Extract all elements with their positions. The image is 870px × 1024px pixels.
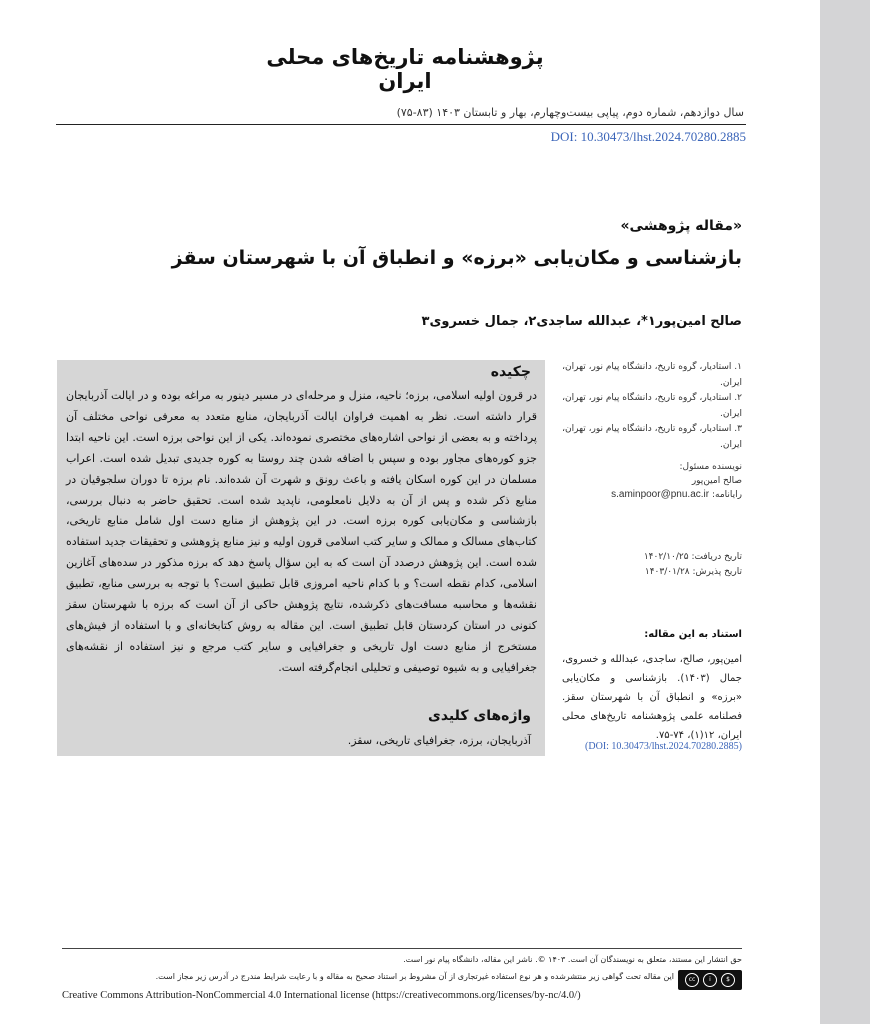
- abstract-heading: چکیده: [490, 364, 531, 380]
- corresponding-label: نویسنده مسئول:: [679, 462, 742, 472]
- footer-rule: [62, 948, 742, 949]
- affiliation-2: ۲. استادیار، گروه تاریخ، دانشگاه پیام نور، تهران، ایران.: [562, 393, 742, 419]
- license-notice-en[interactable]: Creative Commons Attribution-NonCommercial 4.0 International license (https://creativecommons.org/licenses/by-nc/4.0/): [62, 990, 581, 1001]
- copyright-notice: حق انتشار این مستند، متعلق به نویسندگان آن است. ۱۴۰۳ ©. ناشر این مقاله، دانشگاه پیام نور است.: [403, 955, 742, 964]
- email-row: [562, 488, 742, 502]
- citation-heading: استناد به این مقاله:: [644, 629, 742, 640]
- keywords-heading: واژه‌های کلیدی: [428, 708, 531, 724]
- affiliation-3: ۳. استادیار، گروه تاریخ، دانشگاه پیام نور، تهران، ایران.: [562, 424, 742, 450]
- article-title: بازشناسی و مکان‌یابی «برزه» و انطباق آن با شهرستان سقز: [171, 247, 742, 269]
- license-notice-fa: این مقاله تحت گواهی زیر منتشرشده و هر نوع استفاده غیرتجاری از آن مشروط بر استناد صحیح به مقاله و با رعایت شرایط مندرج در آدرس زیر مجاز است.: [155, 972, 674, 981]
- dates: [562, 550, 742, 580]
- abstract-text: در قرون اولیه اسلامی، برزه؛ ناحیه، منزل و مرحله‌ای در مسیر دینور به مراغه بوده و در ایالت آذربایجان قرار داشته است. نظر به اهمیت فراوان ایالت آذربایجان، منابع متعدد به معرفی نواحی مختلف آن پرداخته و به بعضی از نواحی اشاره‌های مختصری نموده‌اند. یکی از این نواحی برزه است. این ناحیه ابتدا جزو کوره‌های مجاور بوده و سپس با اضافه شدن چند روستا به کوره جدیدی تبدیل شده است. اعراب مسلمان در این کوره اسکان یافته و باعث رونق و شهرت آن شده‌اند. نام برزه تا دوران سلجوقیان در منابع ذکر شده و پس از آن به دلایل نامعلومی، ناپدید شده است. تحقیق حاضر به دنبال بررسی، بازشناسی و مکان‌یابی کوره برزه است. در این پژوهش از منابع دست اول شامل منابع تاریخی، کتاب‌های مسالک و ممالک و سایر کتب اسلامی قرون اولیه و نیز منابع پژوهشی و تحقیقات جدید استفاده شده است. این پژوهش درصدد آن است که به این سؤال پاسخ دهد که برزه مذکور در سده‌های آغازین اسلامی، کدام نقطه است؟ و با کدام ناحیه امروزی قابل تطبیق است؟ با توجه به بررسی منابع، تطبیق نقشه‌ها و محاسبه مسافت‌های ذکرشده، نتایج پژوهش حاکی از آن است که برزه با شهرستان سقز کنونی در استان کردستان قابل تطبیق است. این مقاله به روش کتابخانه‌ای و با استفاده از فیش‌های مستخرج از منابع دست اول تاریخی و جغرافیایی و سایر کتب مرجع و نیز استفاده از نقشه‌های جغرافیایی و به شیوه توصیفی و تحلیلی انجام‌گرفته است.: [66, 389, 537, 674]
- journal-title: پژوهشنامه تاریخ‌های محلی ایران: [266, 45, 544, 93]
- header-rule: [56, 124, 746, 125]
- email-link[interactable]: s.aminpoor@pnu.ac.ir: [611, 489, 710, 500]
- citation-doi-link[interactable]: (DOI: 10.30473/lhst.2024.70280.2885): [585, 741, 742, 752]
- corresponding-author: [562, 460, 742, 502]
- right-margin-strip: [820, 0, 870, 1024]
- doi-link[interactable]: DOI: 10.30473/lhst.2024.70280.2885: [550, 129, 746, 144]
- abstract-box: [57, 360, 545, 756]
- accepted-date: تاریخ پذیرش: ۱۴۰۳/۰۱/۲۸: [644, 567, 742, 577]
- authors: صالح امین‌پور١*، عبدالله ساجدی٢، جمال خسروی٣: [421, 314, 742, 329]
- cc-license-badge[interactable]: [678, 970, 742, 990]
- corresponding-name: صالح امین‌پور: [691, 476, 742, 486]
- article-type: «مقاله پژوهشی»: [620, 218, 742, 234]
- cc-icon: cc: [685, 973, 699, 987]
- affiliations: [562, 360, 742, 453]
- affiliation-1: ۱. استادیار، گروه تاریخ، دانشگاه پیام نور، تهران، ایران.: [562, 362, 742, 388]
- email-label: رایانامه:: [711, 490, 742, 500]
- noncommercial-icon: $: [721, 973, 735, 987]
- attribution-icon: i: [703, 973, 717, 987]
- keywords-text: آذربایجان، برزه، جغرافیای تاریخی، سقز.: [347, 734, 531, 747]
- received-date: تاریخ دریافت: ۱۴۰۲/۱۰/۲۵: [643, 552, 742, 562]
- citation-text: امین‌پور، صالح، ساجدی، عبدالله و خسروی، جمال (۱۴۰۳). بازشناسی و مکان‌یابی «برزه» و انطباق آن با شهرستان سقز. فصلنامه علمی پژوهشنامه تاریخ‌های محلی ایران، ۱۲(۱)، ۷۴-۷۵.: [562, 654, 742, 741]
- issue-line: سال دوازدهم، شماره دوم، پیاپی بیست‌وچهارم، بهار و تابستان ۱۴۰۳ (۸۳-۷۵): [396, 106, 744, 119]
